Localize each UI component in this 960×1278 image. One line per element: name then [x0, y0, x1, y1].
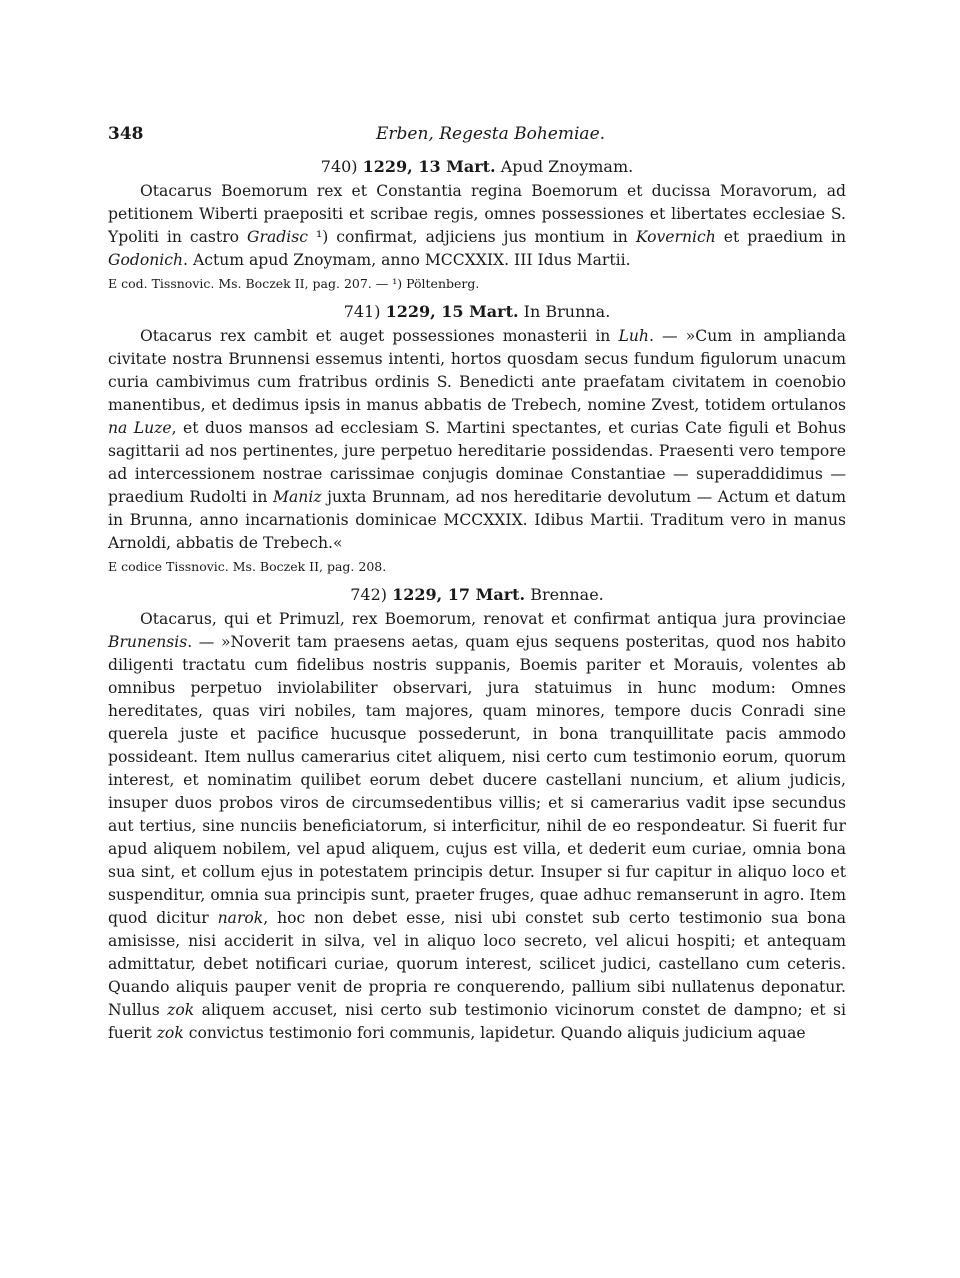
- entry-text: [108, 180, 846, 272]
- entry-number: 740): [320, 157, 358, 176]
- text-segment: Otacarus rex cambit et auget possessiones monasterii in: [140, 327, 619, 345]
- text-segment: . Actum apud Znoymam, anno MCCXXIX. III Idus Martii.: [183, 251, 631, 269]
- text-segment: juxta Brunnam, ad nos hereditarie devolutum — Actum et datum in Brunna, anno incarnationis dominicae MCCXXIX. Idibus Martii. Traditum vero in manus Arnoldi, abbatis de Trebech.«: [108, 488, 846, 552]
- text-segment: . — »Cum in amplianda civitate nostra Brunnensi essemus intenti, hortos quosdam secus fundum figulorum unacum curia cambivimus cum fratribus ordinis S. Benedicti ante praefatam civitatem in coenobio manentibus, et dedimus ipsis in manus abbatis de Trebech, nomine Zvest, totidem ortulanos: [108, 327, 846, 414]
- text-segment: convictus testimonio fori communis, lapidetur. Quando aliquis judicium aquae: [183, 1024, 806, 1042]
- page-number: 348: [108, 124, 144, 144]
- entry-number: 742): [350, 585, 388, 604]
- text-segment: et praedium in: [715, 228, 847, 246]
- place-name: Maniz: [273, 488, 322, 506]
- page: [108, 120, 846, 1045]
- text-segment: , et duos mansos ad ecclesiam S. Martini spectantes, et curias Cate figuli et Bohus sagittarii ad nos pertinentes, jure perpetuo hereditarie possidendas. Praesenti vero tempore ad intercessionem nostrae carissimae conjugis dominae Constantiae — superaddidimus — praedium Rudolti in: [108, 419, 846, 506]
- place-name: Luh: [618, 327, 649, 345]
- text-segment: Otacarus, qui et Primuzl, rex Boemorum, renovat et confirmat antiqua jura provinciae: [140, 610, 846, 628]
- source-note: E codice Tissnovic. Ms. Boczek II, pag. 208.: [108, 559, 387, 574]
- place-name: Gradisc: [247, 228, 308, 246]
- entry-date: 1229, 13 Mart.: [362, 157, 496, 176]
- entry-heading: [108, 584, 846, 606]
- text-segment: ¹) confirmat, adjiciens jus montium in: [307, 228, 636, 246]
- entry-number: 741): [343, 302, 381, 321]
- entry-text: [108, 608, 846, 1045]
- place-name: na Luze: [108, 419, 172, 437]
- running-head: [108, 120, 846, 148]
- entry-date: 1229, 17 Mart.: [392, 585, 526, 604]
- text-segment: aliquem accuset, nisi certo sub testimonio vicinorum constet de dampno; et si fuerit: [108, 1001, 846, 1042]
- entry-heading: [108, 156, 846, 178]
- term: zok: [167, 1001, 195, 1019]
- entry-date: 1229, 15 Mart.: [385, 302, 519, 321]
- term: zok: [156, 1024, 184, 1042]
- place-name: Godonich: [108, 251, 184, 269]
- entry-heading: [108, 301, 846, 323]
- entry-place: In Brunna.: [523, 302, 611, 321]
- entry-place: Brennae.: [530, 585, 604, 604]
- term: narok: [217, 909, 264, 927]
- entry-place: Apud Znoymam.: [500, 157, 634, 176]
- text-segment: , hoc non debet esse, nisi ubi constet sub certo testimonio sua bona amisisse, nisi acciderit in silva, vel in aliquo loco secreto, vel alicui hospiti; et antequam admittatur, debet notificari curiae, quorum interest, scilicet judici, castellano cum ceteris. Quando aliquis pauper venit de propria re conquerendo, pallium sibi nullatenus deponatur. Nullus: [108, 909, 847, 1019]
- entry-text: [108, 325, 846, 555]
- text-segment: Otacarus Boemorum rex et Constantia regina Boemorum et ducissa Moravorum, ad petitionem Wiberti praepositi et scribae regis, omnes possessiones et libertates ecclesiae S. Ypoliti in castro: [108, 182, 846, 246]
- text-segment: . — »Noverit tam praesens aetas, quam ejus sequens posteritas, quod nos habito diligenti tractatu cum fidelibus nostris suppanis, Boemis pariter et Morauis, volentes ab omnibus perpetuo inviolabiliter observari, jura statuimus in hunc modum: Omnes hereditates, quas viri nobiles, tam majores, quam minores, tempore ducis Conradi sine querela juste et pacifice hucusque possederunt, in bona tranquillitate pacis ammodo possideant. Item nullus camerarius citet aliquem, nisi certo cum testimonio eorum, quorum interest, et nominatim quilibet eorum debet ducere castellani nuncium, et alium judicis, insuper duos probos viros de circumsedentibus villis; et si camerarius vadit ipse secundus aut tertius, sine nunciis beneficiatorum, si interficitur, nihil de eo respondeatur. Si fuerit fur apud aliquem nobilem, vel apud aliquem, cujus est villa, et dederit eum curiae, omnia bona sua sint, et collum ejus in potestatem principis detur. Insuper si fur capitur in aliquo loco et suspenditur, omnia sua principis sunt, praeter fruges, quae adhuc remanserunt in agro. Item quod dicitur: [108, 633, 846, 927]
- place-name: Brunensis: [108, 633, 188, 651]
- place-name: Kovernich: [635, 228, 716, 246]
- source-note: E cod. Tissnovic. Ms. Boczek II, pag. 207. — ¹) Pöltenberg.: [108, 276, 480, 291]
- running-title: Erben, Regesta Bohemiae.: [376, 124, 606, 144]
